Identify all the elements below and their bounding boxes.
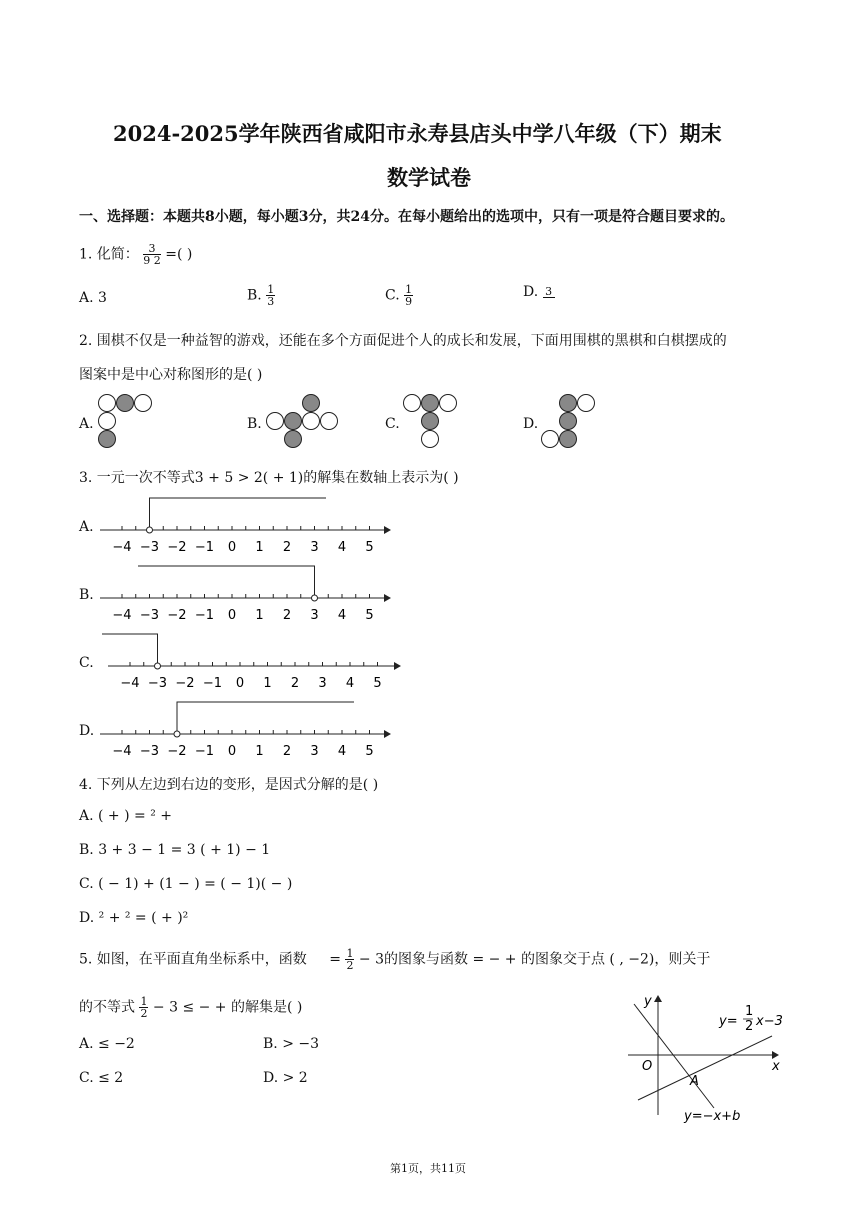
open-endpoint <box>155 663 161 669</box>
q4-option-a[interactable]: A. ( + ) = ² + <box>79 808 172 824</box>
tick-label: −3 <box>139 744 160 759</box>
tick-label: 5 <box>365 744 374 759</box>
page-subtitle: 数学试卷 <box>387 165 471 190</box>
tick-label: −2 <box>167 608 187 623</box>
origin-label: O <box>642 1059 653 1074</box>
q4-option-d[interactable]: D. ² + ² = ( + )² <box>79 910 189 926</box>
y-axis-label: y <box>644 994 652 1009</box>
q5-option-a[interactable]: A. ≤ −2 <box>79 1036 135 1052</box>
number-line-c <box>102 634 400 691</box>
q5-option-d[interactable]: D. > 2 <box>263 1070 308 1086</box>
q1-option-d[interactable]: D. 3 <box>523 284 555 300</box>
q2-option-b-label[interactable]: B. <box>247 416 262 432</box>
number-line-b <box>100 566 390 623</box>
tick-label: −3 <box>147 676 168 691</box>
tick-label: −2 <box>175 676 195 691</box>
q3-stem: 3. 一元一次不等式3 + 5 > 2( + 1)的解集在数轴上表示为( ) <box>79 470 459 486</box>
tick-label: −2 <box>167 744 187 759</box>
tick-label: 2 <box>282 540 292 555</box>
question-1: 1. 化简： $\frac{3}{9 2}$ =( ) <box>79 242 193 267</box>
tick-label: 0 <box>235 676 245 691</box>
tick-label: 4 <box>345 676 355 691</box>
q5-stem-line2: 的不等式 $\frac{1}{2}$ − 3 ≤ − + 的解集是( ) <box>79 995 303 1020</box>
number-line-a <box>100 498 390 555</box>
q2-stem-line2: 图案中是中心对称图形的是( ) <box>79 367 263 383</box>
tick-label: 3 <box>310 744 319 759</box>
line1-label-post: x−3 <box>756 1014 783 1029</box>
q1-option-c[interactable]: C. $\frac{1}{9}$ <box>385 283 413 308</box>
tick-label: −3 <box>139 608 160 623</box>
tick-label: 0 <box>227 744 237 759</box>
tick-label: −4 <box>112 744 132 759</box>
q3-option-d-label[interactable]: D. <box>79 723 95 739</box>
q2-option-d-label[interactable]: D. <box>523 416 539 432</box>
line-neg-x-plus-b <box>634 1004 714 1108</box>
line1-label-den: 2 <box>745 1019 754 1034</box>
tick-label: 1 <box>255 744 264 759</box>
q4-option-c[interactable]: C. ( − 1) + (1 − ) = ( − 1)( − ) <box>79 876 293 892</box>
solution-bracket <box>177 702 354 734</box>
q1-option-a[interactable]: A. 3 <box>79 290 107 306</box>
tick-label: −3 <box>139 540 160 555</box>
tick-label: 3 <box>310 540 319 555</box>
x-axis-label: x <box>772 1059 780 1074</box>
solution-bracket <box>150 498 327 530</box>
open-endpoint <box>312 595 318 601</box>
tick-label: −4 <box>112 608 132 623</box>
tick-label: 3 <box>318 676 327 691</box>
tick-label: 2 <box>282 608 292 623</box>
point-a-label: A <box>690 1074 699 1089</box>
q3-option-a-label[interactable]: A. <box>79 519 94 535</box>
tick-label: −1 <box>202 676 223 691</box>
page-footer: 第1页，共11页 <box>390 1162 466 1175</box>
tick-label: −4 <box>120 676 140 691</box>
tick-label: 1 <box>255 540 264 555</box>
q4-option-b[interactable]: B. 3 + 3 − 1 = 3 ( + 1) − 1 <box>79 842 271 858</box>
line2-label: y=−x+b <box>684 1109 741 1124</box>
q3-option-c-label[interactable]: C. <box>79 655 94 671</box>
tick-label: 1 <box>255 608 264 623</box>
tick-label: 3 <box>310 608 319 623</box>
tick-label: −1 <box>194 608 215 623</box>
q2-stem-line1: 2. 围棋不仅是一种益智的游戏，还能在多个方面促进个人的成长和发展，下面用围棋的黑棋和白棋摆成的 <box>79 333 727 349</box>
q1-stem: 1. 化简： <box>79 246 139 263</box>
open-endpoint <box>174 731 180 737</box>
q5-coordinate-graph <box>620 990 800 1125</box>
q1-fraction: $\frac{3}{9 2}$ <box>143 242 161 267</box>
q2-option-a-label[interactable]: A. <box>79 416 94 432</box>
open-endpoint <box>147 527 153 533</box>
tick-label: 5 <box>373 676 382 691</box>
tick-label: 2 <box>282 744 292 759</box>
tick-label: 5 <box>365 608 374 623</box>
tick-label: 0 <box>227 540 237 555</box>
q2-option-c-label[interactable]: C. <box>385 416 400 432</box>
q5-option-b[interactable]: B. > −3 <box>263 1036 320 1052</box>
tick-label: 1 <box>263 676 272 691</box>
solution-bracket <box>102 634 158 666</box>
tick-label: 4 <box>337 608 347 623</box>
q5-option-c[interactable]: C. ≤ 2 <box>79 1070 124 1086</box>
tick-label: 2 <box>290 676 300 691</box>
tick-label: −4 <box>112 540 132 555</box>
q3-option-b-label[interactable]: B. <box>79 587 94 603</box>
tick-label: −1 <box>194 540 215 555</box>
number-line-d <box>100 702 390 759</box>
line1-label-num: 1 <box>745 1004 754 1019</box>
tick-label: −1 <box>194 744 215 759</box>
page-title: 2024-2025学年陕西省咸阳市永寿县店头中学八年级（下）期末 <box>113 121 722 146</box>
tick-label: 0 <box>227 608 237 623</box>
q5-stem-line1: 5. 如图，在平面直角坐标系中，函数 = $\frac{1}{2}$ − 3的图象与函数 = − + 的图象交于点 ( , −2)，则关于 <box>79 947 711 972</box>
line1-label-pre: y= <box>719 1014 738 1029</box>
tick-label: 5 <box>365 540 374 555</box>
q4-stem: 4. 下列从左边到右边的变形，是因式分解的是( ) <box>79 777 379 793</box>
tick-label: −2 <box>167 540 187 555</box>
section-header: 一、选择题：本题共8小题，每小题3分，共24分。在每小题给出的选项中，只有一项是符合题目要求的。 <box>79 209 734 225</box>
solution-bracket <box>138 566 315 598</box>
tick-label: 4 <box>337 540 347 555</box>
tick-label: 4 <box>337 744 347 759</box>
q1-option-b[interactable]: B. $\frac{1}{3}$ <box>247 283 275 308</box>
